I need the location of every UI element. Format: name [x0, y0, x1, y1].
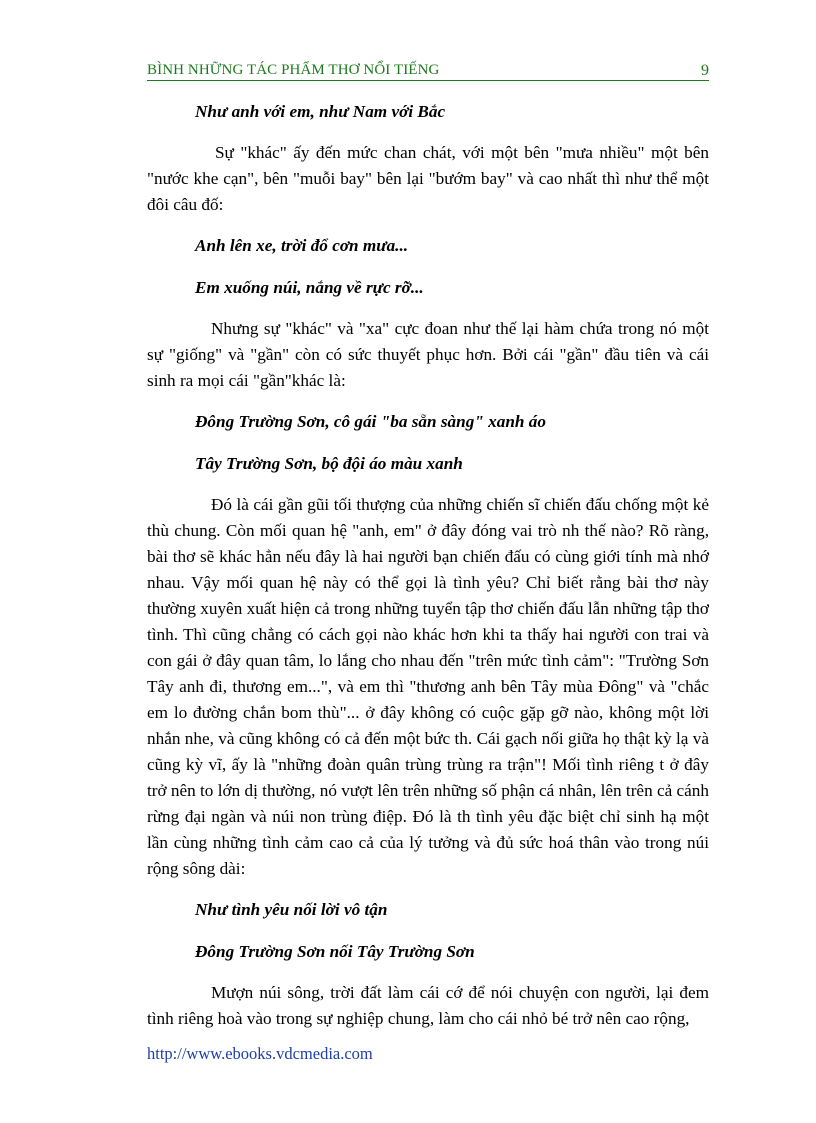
paragraph: Đó là cái gần gũi tối thượng của những chiến sĩ chiến đấu chống một kẻ thù chung. Còn mối quan hệ "anh, em" ở đây đóng vai trò nh thế nào? Rõ ràng, bài thơ sẽ khác hẳn nếu đây là hai người bạn chiến đấu có cùng giới tính mà nhớ nhau. Vậy mối quan hệ này có thể gọi là tình yêu? Chỉ biết rằng bài thơ này thường xuyên xuất hiện cả trong những tuyển tập thơ chiến đấu lẫn những tập thơ tình. Thì cũng chẳng có cách gọi nào khác hơn khi ta thấy hai người con trai và con gái ở đây quan tâm, lo lắng cho nhau đến "trên mức tình cảm": "Trường Sơn Tây anh đi, thương em...", và em thì "thương anh bên Tây mùa Đông" và "chắc em lo đường chắn bom thù"... ở đây không có cuộc gặp gỡ nào, không một lời nhắn nhe, và cũng không có cả đến một bức th. Cái gạch nối giữa họ thật kỳ lạ và cũng kỳ vĩ, ấy là "những đoàn quân trùng trùng ra trận"! Mối tình riêng t ở đây trở nên to lớn dị thường, nó vượt lên trên những số phận cá nhân, lên trên cả cánh rừng đại ngàn và núi non trùng điệp. Đó là th tình yêu đặc biệt chỉ sinh hạ một lần cùng những tình cảm cao cả của lý tưởng và đủ sức hoá thân vào trong núi rộng sông dài: [147, 495, 709, 878]
verse-line: Em xuống núi, nắng về rực rỡ... [195, 278, 424, 297]
verse-line: Tây Trường Sơn, bộ đội áo màu xanh [195, 454, 463, 473]
page-header [147, 62, 709, 81]
verse-line: Đông Trường Sơn, cô gái "ba sẵn sàng" xanh áo [195, 412, 546, 431]
paragraph: Nhưng sự "khác" và "xa" cực đoan như thế lại hàm chứa trong nó một sự "giống" và "gần" còn có sức thuyết phục hơn. Bởi cái "gần" đầu tiên và cái sinh ra mọi cái "gần"khác là: [147, 319, 709, 390]
page-number: 9 [701, 62, 709, 79]
verse-line: Đông Trường Sơn nối Tây Trường Sơn [195, 942, 475, 961]
page-content [147, 98, 709, 1046]
footer-link[interactable]: http://www.ebooks.vdcmedia.com [147, 1044, 373, 1063]
paragraph: Sự "khác" ấy đến mức chan chát, với một bên "mưa nhiều" một bên "nước khe cạn", bên "muỗi bay" bên lại "bướm bay" và cao nhất thì như thể một đôi câu đố: [147, 143, 709, 214]
verse-line: Như anh với em, như Nam với Bắc [195, 102, 446, 121]
verse-line: Anh lên xe, trời đổ cơn mưa... [195, 236, 409, 255]
paragraph: Mượn núi sông, trời đất làm cái cớ để nói chuyện con người, lại đem tình riêng hoà vào trong sự nghiệp chung, làm cho cái nhỏ bé trở nên cao rộng, [147, 983, 709, 1028]
book-title: BÌNH NHỮNG TÁC PHẨM THƠ NỔI TIẾNG [147, 62, 440, 78]
verse-line: Như tình yêu nối lời vô tận [195, 900, 388, 919]
